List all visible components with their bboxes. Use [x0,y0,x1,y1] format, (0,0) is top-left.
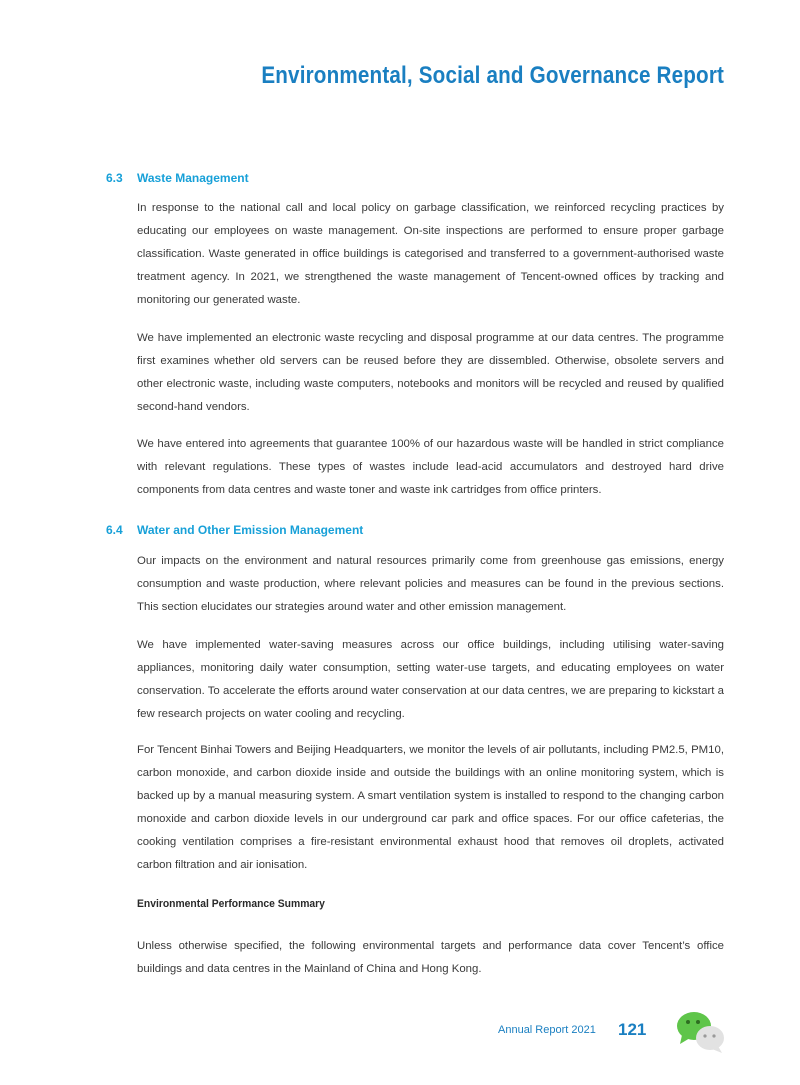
paragraph: Unless otherwise specified, the following environmental targets and performance data cover Tencent’s office buildings and data centres in the Mainland of China and Hong Kong. [137,940,724,975]
subheading-performance-summary: Environmental Performance Summary [137,898,325,910]
logo-eye [712,1034,715,1037]
section-heading-waste [106,171,249,185]
paragraph: We have implemented water-saving measures across our office buildings, including utilising water-saving appliances, monitoring daily water consumption, setting water-use targets, and educating employees on water conservation. To accelerate the efforts around water conservation at our data centres, we are preparing to kickstart a few research projects on water cooling and recycling. [137,639,724,720]
section-title: Waste Management [137,171,249,185]
paragraph: We have implemented an electronic waste recycling and disposal programme at our data centres. The programme first examines whether old servers can be reused before they are dissembled. Otherwise, obsolete servers and other electronic waste, including waste computers, notebooks and monitors will be recycled and reused by qualified second-hand vendors. [137,332,724,413]
page-header-title: Environmental, Social and Governance Report [261,62,724,89]
section-heading-water-emission [106,523,363,537]
logo-eye [703,1034,706,1037]
section-title: Water and Other Emission Management [137,523,364,537]
logo-eye [696,1020,700,1024]
paragraph: For Tencent Binhai Towers and Beijing Headquarters, we monitor the levels of air pollutants, including PM2.5, PM10, carbon monoxide, and carbon dioxide inside and outside the buildings with an online monitoring system, which is backed up by a manual measuring system. A smart ventilation system is installed to respond to the changing carbon monoxide and carbon dioxide levels in our underground car park and office spaces. For our office cafeterias, the cooking ventilation comprises a fire-resistant environmental exhaust hood that removes oil droplets, activated carbon filtration and air ionisation. [137,744,724,871]
paragraph: Our impacts on the environment and natural resources primarily come from greenhouse gas emissions, energy consumption and waste production, where relevant policies and measures can be found in the previous sections. This section elucidates our strategies around water and other emission management. [137,555,724,613]
paragraph: In response to the national call and local policy on garbage classification, we reinforced recycling practices by educating our employees on waste management. On-site inspections are performed to ensure proper garbage classification. Waste generated in office buildings is categorised and transferred to a government-authorised waste treatment agency. In 2021, we strengthened the waste management of Tencent-owned offices by tracking and monitoring our generated waste. [137,202,724,306]
logo-small-bubble [696,1026,724,1050]
footer-label: Annual Report 2021 [498,1024,596,1036]
section-number: 6.3 [106,171,123,185]
paragraph: We have entered into agreements that guarantee 100% of our hazardous waste will be handled in strict compliance with relevant regulations. These types of wastes include lead-acid accumulators and destroyed hard drive components from data centres and waste toner and waste ink cartridges from office printers. [137,438,724,496]
section-number: 6.4 [106,523,123,537]
page-number: 121 [618,1020,647,1039]
logo-eye [686,1020,690,1024]
wechat-logo-icon [676,1010,726,1054]
